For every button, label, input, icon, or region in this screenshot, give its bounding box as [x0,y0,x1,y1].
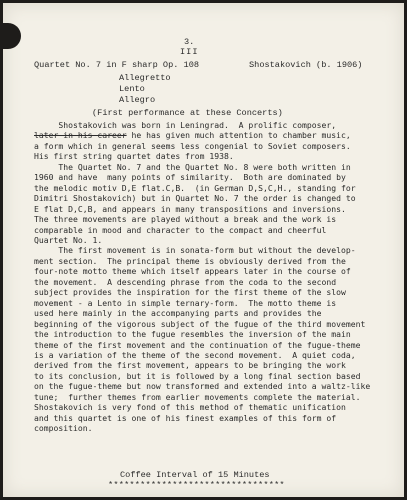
p3-line: theme of the first movement and the continuation of the fugue-theme [34,339,361,350]
movement-3: Allegro [119,95,156,105]
interval-note: Coffee Interval of 15 Minutes [120,470,270,480]
p2-line: comparable in mood and character to the compact and cheerful [34,224,327,235]
p3-line: subject provides the inspiration for the first theme of the slow [34,287,346,298]
movement-2: Lento [119,84,145,94]
programme-note [34,120,390,434]
p1-line: Shostakovich was born in Leningrad. A prolific composer, [34,120,337,130]
p3-line: is a variation of the theme of the second movement. A quiet coda, [34,349,356,360]
p3-line: ment section. The principal theme is obviously derived from the [34,255,346,266]
p3-line: Shostakovich is very fond of this method of thematic unification [34,402,346,413]
p2-line: the melodic motiv D,E flat.C,B. (in German D,S,C,H., standing for [34,182,356,193]
p2-line: 1960 and have many points of similarity. Both are dominated by [34,172,346,183]
p3-line: beginning of the vigorous subject of the fugue of the third movement [34,318,366,329]
document-page [3,3,404,497]
p2-line: The three movements are played without a break and the work is [34,214,337,225]
p3-line: The first movement is in sonata-form but without the develop- [34,245,356,256]
p3-line: composition. [34,423,93,434]
section-numeral: III [180,47,199,57]
work-title: Quartet No. 7 in F sharp Op. 108 [34,60,200,70]
p1-line: he has given much attention to chamber music, [126,130,351,141]
p3-line: and this quartet is one of his finest examples of this form of [34,412,337,423]
p2-line: E flat D,C,B, and appears in many transpositions and inversions. [34,203,346,214]
movement-1: Allegretto [119,73,171,83]
p3-line: to its conclusion, but it is followed by a long final section based [34,370,361,381]
page-number: 3. [184,37,195,47]
p2-line: Dimitri Shostakovich) but in Quartet No. 7 the order is changed to [34,193,356,204]
p2-line: Quartet No. 1. [34,234,103,245]
p3-line: tune; further themes from earlier movements complete the material. [34,391,361,402]
asterisk-rule: ********************************* [108,480,285,490]
p3-line: four-note motto theme which itself appears later in the course of [34,266,351,277]
struck-text: later in his career [34,130,127,141]
p3-line: the introduction to the fugue resembles the inversion of the main [34,329,351,340]
first-performance-note: (First performance at these Concerts) [92,108,283,118]
p3-line: on the fugue-theme but now transformed and extended into a waltz-like [34,381,371,392]
punch-hole [3,23,21,49]
p1-line: a form which in general seems less congenial to Soviet composers. [34,140,351,151]
p1-line: His first string quartet dates from 1938. [34,151,234,162]
p3-line: derived from the first movement, appears to be bringing the work [34,360,346,371]
p3-line: used here mainly in the accompanying parts and provides the [34,308,322,319]
p3-line: the movement. A descending phrase from the coda to the second [34,276,337,287]
composer-name: Shostakovich (b. 1906) [249,60,363,70]
p2-line: The Quartet No. 7 and the Quartet No. 8 were both written in [34,161,351,172]
p3-line: movement - a Lento in simple ternary-form. The motto theme is [34,297,337,308]
